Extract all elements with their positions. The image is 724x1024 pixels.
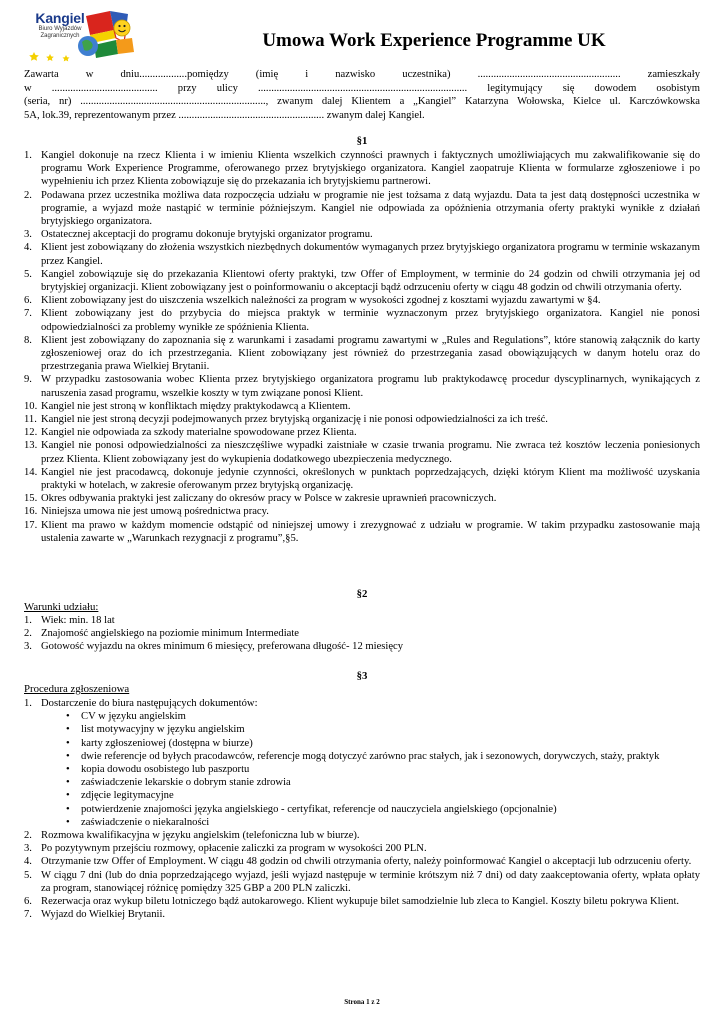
- item-text: Klient jest zobowiązany do zapoznania się z warunkami i zasadami programu zawartymi w „Rules and Regulations”, które stanowią załącznik do karty zgłoszeniowej oraz do ich przestrzegania. Klient zobowiązany jest również do przestrzegania zasad obowiązujących w danym hotelu oraz do przestrzegania prawa Wielkiej Brytanii.: [41, 334, 700, 373]
- contract-intro: [24, 68, 700, 122]
- list-item: [24, 869, 700, 895]
- intro-line: 5A, lok.39, reprezentowanym przez ....................................................... zwanym dalej Kangiel.: [24, 109, 425, 121]
- required-documents-list: [41, 710, 700, 829]
- section-2-list: [24, 614, 700, 654]
- item-number: 4.: [24, 856, 32, 868]
- item-text: Po pozytywnym przejściu rozmowy, opłacenie zaliczki za program w wysokości 200 PLN.: [41, 843, 427, 855]
- document-text: potwierdzenie znajomości języka angielskiego - certyfikat, referencje od nauczyciela angielskiego (opcjonalnie): [81, 803, 557, 815]
- section-3-heading: §3: [356, 670, 368, 682]
- list-item: [24, 268, 700, 294]
- item-text: Kangiel nie jest stroną w konfliktach między praktykodawcą a Klientem.: [41, 400, 351, 412]
- document-item: [63, 776, 700, 789]
- item-number: 10.: [24, 400, 38, 412]
- list-item: [24, 307, 700, 333]
- list-item: [24, 627, 700, 640]
- document-item: [63, 816, 700, 829]
- item-number: 6.: [24, 896, 32, 908]
- document-title: Umowa Work Experience Programme UK: [262, 30, 606, 51]
- item-number: 7.: [24, 909, 32, 921]
- item-number: 4.: [24, 242, 32, 254]
- intro-line: w ........................................ przy ulicy ............................................................................... legitymujący się dowodem osobistym: [24, 82, 700, 94]
- item-number: 5.: [24, 268, 32, 280]
- logo-subtitle-line1: Biuro Wyjazdów: [38, 26, 82, 32]
- document-item: [63, 803, 700, 816]
- logo-text: [30, 11, 90, 39]
- bullet-icon: •: [66, 803, 70, 815]
- document-item: [63, 789, 700, 802]
- list-item: [24, 294, 700, 307]
- section-3-subtitle: Procedura zgłoszeniowa: [24, 683, 130, 695]
- list-item: [24, 908, 700, 921]
- document-item: [63, 750, 700, 763]
- document-text: kopia dowodu osobistego lub paszportu: [81, 764, 250, 776]
- item-number: 12.: [24, 427, 38, 439]
- item-number: 13.: [24, 440, 38, 452]
- item-text: Klient jest zobowiązany do złożenia wszystkich niezbędnych dokumentów wymaganych przez brytyjskiego organizatora programu w terminie wskazanym przez Kangiel.: [41, 242, 700, 267]
- item-number: 2.: [24, 628, 32, 640]
- item-text: Ostatecznej akceptacji do programu dokonuje brytyjski organizator programu.: [41, 229, 373, 241]
- page-number: Strona 1 z 2: [344, 998, 380, 1006]
- document-text: zaświadczenie o niekaralności: [81, 816, 210, 828]
- document-item: [63, 710, 700, 723]
- bullet-icon: •: [66, 816, 70, 828]
- intro-line: (seria, nr) ......................................................................, zwanym dalej Klientem a „Kangiel” Katarzyna Wołowska, Kielce ul. Karczówkowska: [24, 96, 700, 107]
- list-item: [24, 519, 700, 545]
- item-text: W przypadku zastosowania wobec Klienta przez brytyjskiego organizatora programu lub praktykodawcę procedur dyscyplinarnych, wynikających z naruszenia zasad programu, wszelkie koszty w tym związane ponosi Klient.: [41, 374, 700, 399]
- document-text: dwie referencje od byłych pracodawców, referencje mogą dotyczyć zarówno prac stałych, jak i sezonowych, dorywczych, staży, praktyk: [81, 750, 660, 762]
- item-text: Wiek: min. 18 lat: [41, 615, 115, 626]
- item-number: 2.: [24, 830, 32, 842]
- bullet-icon: •: [66, 750, 70, 762]
- item-number: 14.: [24, 466, 38, 478]
- document-text: list motywacyjny w języku angielskim: [81, 724, 245, 736]
- list-item: [24, 400, 700, 413]
- item-text: Rezerwacja oraz wykup biletu lotniczego bądź autokarowego. Klient wykupuje bilet samodzielnie lub zleca to Kangiel. Koszty biletu pokrywa Klient.: [41, 896, 680, 908]
- item-number: 7.: [24, 308, 32, 320]
- item-number: 8.: [24, 334, 32, 346]
- item-text: Wyjazd do Wielkiej Brytanii.: [41, 909, 166, 921]
- document-item: [63, 723, 700, 736]
- item-text: Okres odbywania praktyki jest zaliczany do okresów pracy w Polsce w zakresie uprawnień pracowniczych.: [41, 493, 497, 505]
- bullet-icon: •: [66, 724, 70, 736]
- document-header: [24, 8, 700, 64]
- item-text: Gotowość wyjazdu na okres minimum 6 miesięcy, preferowana długość- 12 miesięcy: [41, 641, 404, 653]
- bullet-icon: •: [66, 777, 70, 789]
- document-item: [63, 737, 700, 750]
- item-text: Dostarczenie do biura następujących dokumentów:: [41, 698, 258, 709]
- list-item: [24, 492, 700, 505]
- list-item: [24, 640, 700, 653]
- item-number: 3.: [24, 843, 32, 855]
- item-number: 15.: [24, 493, 38, 505]
- list-item: [24, 466, 700, 492]
- item-text: Otrzymanie tzw Offer of Employment. W ciągu 48 godzin od chwili otrzymania oferty, należy poinformować Kangiel o akceptacji lub odrzuceniu oferty.: [41, 856, 692, 868]
- logo-subtitle-line2: Zagranicznych: [40, 33, 80, 39]
- item-text: Kangiel nie jest pracodawcą, dokonuje jedynie czynności, określonych w punktach poprzedzających, dzięki którym Klient ma możliwość uzyskania praktyki w hotelach, w zakresie oferowanym przez brytyjską organizację.: [41, 466, 700, 492]
- section-2-subtitle: Warunki udziału:: [24, 601, 99, 613]
- list-item: [24, 228, 700, 241]
- item-text: Klient zobowiązany jest do przybycia do miejsca praktyk w terminie wyznaczonym przez brytyjskiego organizatora. Kangiel nie ponosi odpowiedzialności za problemy wynikłe ze spóźnienia Klienta.: [41, 308, 700, 333]
- item-number: 1.: [24, 150, 32, 161]
- document-text: zaświadczenie lekarskie o dobrym stanie zdrowia: [81, 777, 291, 789]
- section-1-list: [24, 149, 700, 545]
- item-number: 1.: [24, 615, 32, 626]
- item-number: 17.: [24, 519, 38, 531]
- item-text: Podawana przez uczestnika możliwa data rozpoczęcia udziału w programie nie jest tożsama z datą wyjazdu. Data ta jest datą dostępności uczestnika w programie, a wyjazd może nastąpić w terminie późniejszym. Kangiel nie odpowiada za opóźnienia otrzymania oferty praktyki wynikłe z działań brytyjskiego organizatora.: [41, 189, 700, 228]
- list-item: [24, 855, 700, 868]
- list-item: [24, 505, 700, 518]
- list-item: [24, 334, 700, 374]
- item-number: 9.: [24, 374, 32, 386]
- item-text: Kangiel nie ponosi odpowiedzialności za nieszczęśliwe wypadki zaistniałe w czasie trwania programu. Nie zwraca też kosztów leczenia poniesionych przez Klienta. Klient zobowiązany jest do wykupienia dodatkowego ubezpieczenia medycznego.: [41, 440, 700, 465]
- item-text: Niniejsza umowa nie jest umową pośrednictwa pracy.: [41, 506, 269, 518]
- list-item: [24, 241, 700, 267]
- item-number: 11.: [24, 414, 37, 426]
- item-text: Znajomość angielskiego na poziomie minimum Intermediate: [41, 628, 300, 640]
- list-item: [24, 614, 700, 627]
- list-item: [24, 829, 700, 842]
- section-2-heading: §2: [356, 588, 368, 600]
- item-text: Klient ma prawo w każdym momencie odstąpić od niniejszej umowy i zrezygnować z udziału w programie. W takim przypadku zastosowanie mają ustalenia zawarte w „Warunkach rezygnacji z programu”,§5.: [41, 519, 700, 544]
- item-text: Kangiel dokonuje na rzecz Klienta i w imieniu Klienta wszelkich czynności prawnych i faktycznych umożliwiających mu zakwalifikowanie się do programu Work Experience Programme, oferowanego przez brytyjskiego organizatora. Kangiel zaopatruje Klienta w formularze zgłoszeniowe i po wypełnieniu ich przez Klienta zobowiązuje się do przekazania ich brytyjskiemu partnerowi.: [41, 150, 700, 188]
- section-1-heading: §1: [356, 135, 368, 147]
- bullet-icon: •: [66, 764, 70, 776]
- document-text: karty zgłoszeniowej (dostępna w biurze): [81, 737, 253, 749]
- list-item: [24, 697, 700, 829]
- item-text: Rozmowa kwalifikacyjna w języku angielskim (telefoniczna lub w biurze).: [41, 830, 360, 842]
- item-number: 16.: [24, 506, 38, 518]
- bullet-icon: •: [66, 711, 70, 723]
- item-text: W ciągu 7 dni (lub do dnia poprzedzającego wyjazd, jeśli wyjazd następuje w terminie krótszym niż 7 dni) od daty zaakceptowania oferty, wpłata opłaty za program, stanowiącej różnicę pomiędzy 325 GBP a 200 PLN zaliczki.: [41, 869, 700, 894]
- list-item: [24, 439, 700, 465]
- list-item: [24, 895, 700, 908]
- item-number: 5.: [24, 869, 32, 881]
- list-item: [24, 373, 700, 399]
- document-item: [63, 763, 700, 776]
- item-text: Klient zobowiązany jest do uiszczenia wszelkich należności za program w wysokości zgodnej z kosztami wyjazdu zawartymi w §4.: [41, 295, 601, 307]
- bullet-icon: •: [66, 737, 70, 749]
- intro-line: Zawarta w dniu..................pomiędzy (imię i nazwisko uczestnika) ...................................................... zamieszkały: [24, 69, 700, 80]
- list-item: [24, 149, 700, 189]
- item-number: 6.: [24, 295, 32, 307]
- item-number: 3.: [24, 641, 32, 653]
- list-item: [24, 426, 700, 439]
- logo-name: Kangiel: [35, 10, 85, 26]
- document-text: zdjęcie legitymacyjne: [81, 790, 174, 802]
- item-text: Kangiel zobowiązuje się do przekazania Klientowi oferty praktyki, tzw Offer of Employment, w terminie do 24 godzin od chwili otrzymania jej od brytyjskiej organizacji. Klient zobowiązany jest o poinformowaniu o akceptacji bądź odrzuceniu oferty w ciągu 48 godzin od chwili otrzymania oferty.: [41, 268, 700, 294]
- list-item: [24, 413, 700, 426]
- item-number: 1.: [24, 698, 32, 709]
- item-number: 2.: [24, 189, 32, 201]
- bullet-icon: •: [66, 790, 70, 802]
- item-text: Kangiel nie odpowiada za szkody materialne spowodowane przez Klienta.: [41, 427, 357, 439]
- item-number: 3.: [24, 229, 32, 241]
- document-text: CV w języku angielskim: [81, 711, 186, 723]
- item-text: Kangiel nie jest stroną decyzji podejmowanych przez brytyjską organizację i nie ponosi odpowiedzialności za ich treść.: [41, 414, 548, 426]
- section-3-list: [24, 697, 700, 921]
- list-item: [24, 189, 700, 229]
- list-item: [24, 842, 700, 855]
- company-logo: [24, 8, 142, 64]
